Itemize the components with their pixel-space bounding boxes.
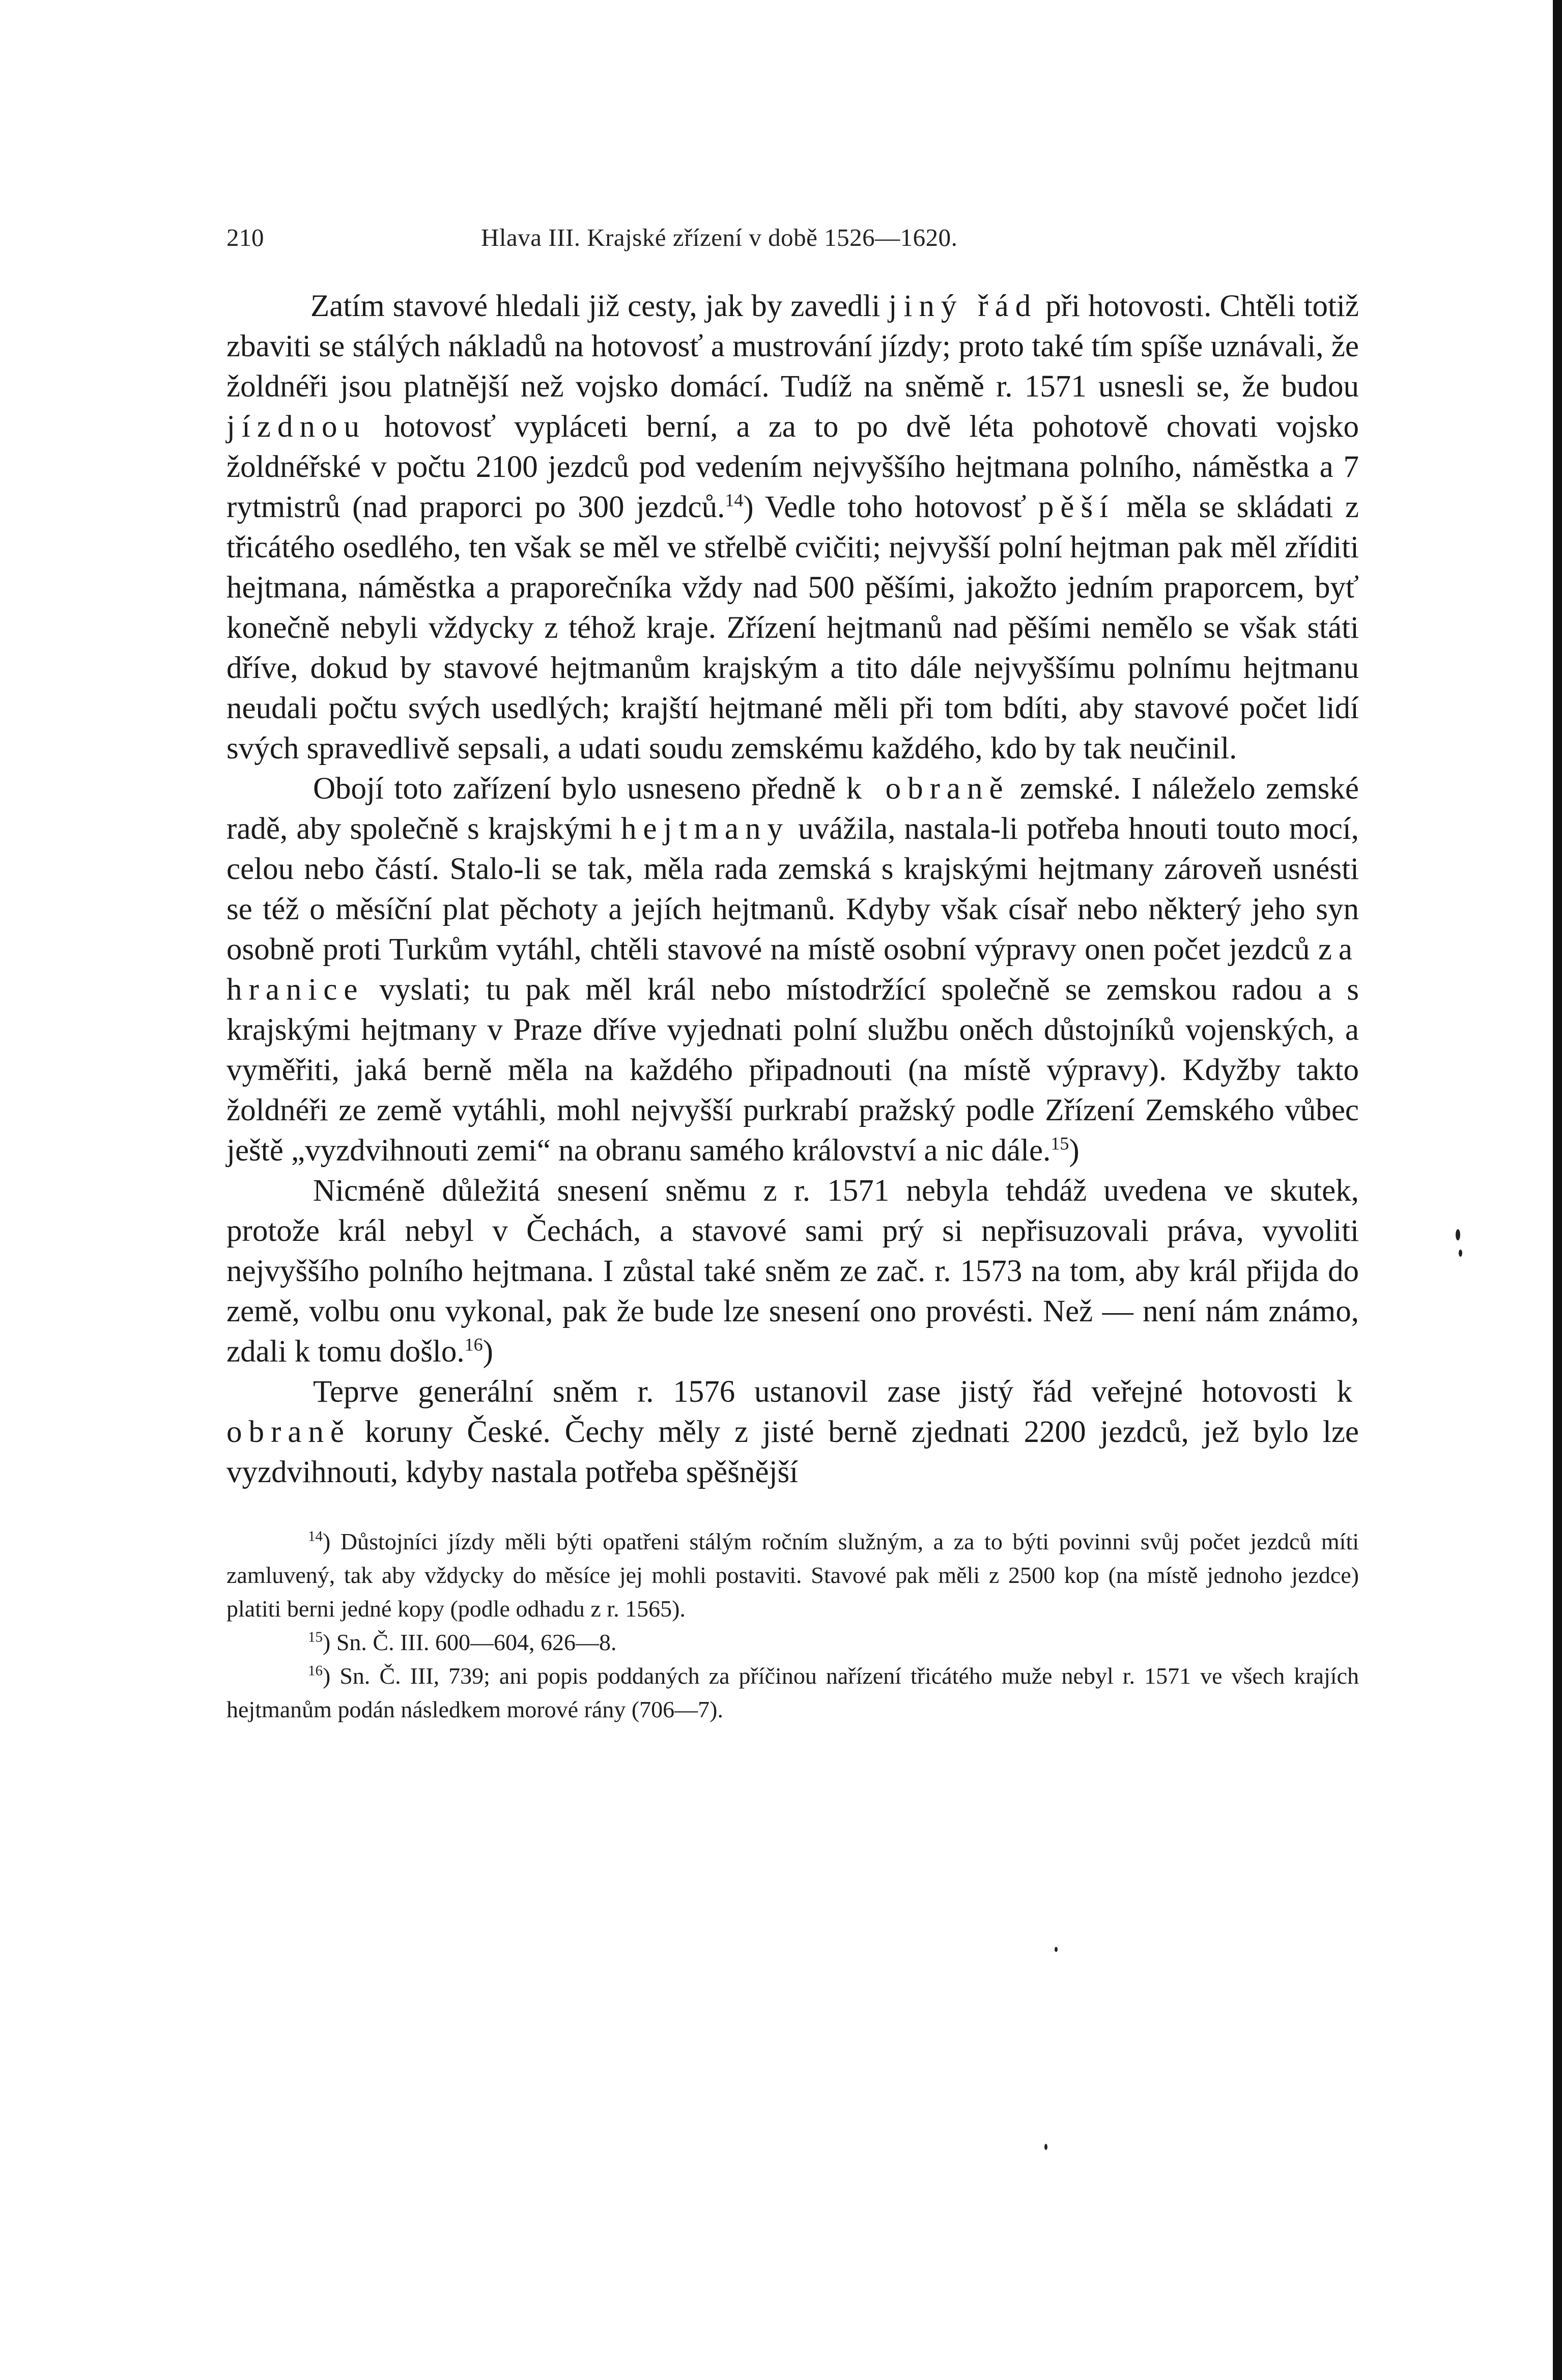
footnote-text: ) Sn. Č. III. 600—604, 626—8.: [323, 1629, 617, 1655]
footnote-number: 16: [308, 1662, 323, 1679]
chapter-title: Hlava III. Krajské zřízení v době 1526—1620.: [481, 223, 958, 251]
scan-right-edge: [1553, 0, 1562, 2380]
paragraph: [226, 286, 1359, 769]
paragraph: [226, 1372, 1359, 1492]
text-run: měla se skládati z třicátého osedlého, ten však se měl ve střelbě cvičiti; nejvyšší polní hejtman pak měl zříditi hejtmana, náměstka a praporečníka vždy nad 500 pěšími, jakožto jedním praporcem, byť konečně nebyli vždycky z téhož kraje. Zřízení hejtmanů nad pěšími nemělo se však státi dříve, dokud by stavové hejtmanům krajským a tito dále nejvyššímu polnímu hejtmanu neudali počtu svých usedlých; krajští hejtmané měli při tom bdíti, aby stavové počet lidí svých spravedlivě sepsali, a udati soudu zemskému každého, kdo by tak neučinil.: [226, 490, 1359, 766]
emphasized-text: za hranice: [226, 932, 1359, 1007]
text-run: Nicméně důležitá snesení sněmu z r. 1571 nebyla tehdáž uvedena ve skutek, protože král nebyl v Čechách, a stavové sami prý si nepřisuzovali práva, vyvoliti nejvyššího polního hejtmana. I zůstal také sněm ze zač. r. 1573 na tom, aby král přijda do země, volbu onu vykonal, pak že bude lze snesení ono provésti. Než — není nám známo, zdali k tomu došlo.: [226, 1174, 1359, 1369]
emphasized-text: jiný řád: [888, 289, 1038, 323]
scan-speck: [1456, 1229, 1460, 1240]
footnote-text: ) Sn. Č. III, 739; ani popis poddaných za příčinou nařízení třicátého muže nebyl r. 1571 ve všech krajích hejtmanům podán následkem morové rány (706—7).: [226, 1663, 1359, 1722]
footnote-reference: 16: [464, 1334, 483, 1355]
footnote-reference: 14: [725, 490, 744, 511]
footnote-reference: 15: [1050, 1133, 1069, 1154]
text-run: hotovosť vypláceti berní, a za to po dvě léta pohotově chovati vojsko žoldnéřské v počtu 2100 jezdců pod vedením nejvyššího hejtmana polního, náměstka a 7 rytmistrů (nad praporci po 300 jezdců.: [226, 410, 1359, 524]
page-number: 210: [226, 223, 264, 251]
running-head: [226, 214, 1359, 254]
text-run: ): [482, 1335, 493, 1369]
scan-speck: [1044, 2144, 1047, 2150]
emphasized-text: k obraně: [226, 1375, 1359, 1449]
text-run: ) Vedle toho hotovosť: [743, 490, 1038, 524]
footnotes: [226, 1525, 1359, 1726]
scan-speck: [1055, 1947, 1058, 1952]
text-run: koruny České. Čechy měly z jisté berně zjednati 2200 jezdců, jež bylo lze vyzdvihnouti, kdyby nastala potřeba spěšnější: [226, 1415, 1359, 1489]
paragraph: [226, 769, 1359, 1171]
emphasized-text: hejtmany: [620, 812, 789, 846]
text-run: při hotovosti. Chtěli totiž zbaviti se stálých nákladů na hotovosť a mustrování jízdy; proto také tím spíše uznávali, že žoldnéři jsou platnější než vojsko domácí. Tudíž na sněmě r. 1571 usnesli se, že budou: [226, 289, 1359, 404]
footnote-number: 15: [308, 1629, 323, 1646]
text-run: zemské. I náleželo zemské radě, aby společně s krajskými: [226, 772, 1359, 846]
body-text: [226, 286, 1359, 1492]
footnote-number: 14: [308, 1528, 323, 1545]
emphasized-text: jízdnou: [226, 410, 366, 444]
book-page: [226, 214, 1359, 1726]
text-run: Zatím stavové hledali již cesty, jak by zavedli: [310, 289, 889, 323]
footnote: [226, 1525, 1359, 1626]
text-run: Obojí toto zařízení bylo usneseno předně: [313, 772, 846, 806]
emphasized-text: k obraně: [846, 772, 1010, 806]
text-run: vyslati; tu pak měl král nebo místodržící společně se zemskou radou a s krajskými hejtmany v Praze dříve vyjednati polní službu oněch důstojníků vojenských, a vyměřiti, jaká berně měla na každého připadnouti (na místě výpravy). Kdyžby takto žoldnéři ze země vytáhli, mohl nejvyšší purkrabí pražský podle Zřízení Zemského vůbec ještě „vyzdvihnouti zemi“ na obranu samého království a nic dále.: [226, 973, 1359, 1168]
emphasized-text: pěší: [1038, 490, 1115, 524]
footnote: [226, 1659, 1359, 1726]
text-run: uvážila, nastala-li potřeba hnouti touto mocí, celou nebo částí. Stalo-li se tak, měla rada zemská s krajskými hejtmany zároveň usnésti se též o měsíční plat pěchoty a jejích hejtmanů. Kdyby však císař nebo některý jeho syn osobně proti Turkům vytáhl, chtěli stavové na místě osobní výpravy onen počet jezdců: [226, 812, 1359, 967]
footnote-text: ) Důstojníci jízdy měli býti opatřeni stálým ročním služným, a za to býti povinni svůj počet jezdců míti zamluvený, tak aby vždycky do měsíce jej mohli postaviti. Stavové pak měli z 2500 kop (na místě jednoho jezdce) platiti berni jedné kopy (podle odhadu z r. 1565).: [226, 1528, 1359, 1622]
footnote: [226, 1626, 1359, 1659]
text-run: Teprve generální sněm r. 1576 ustanovil zase jistý řád veřejné hotovosti: [313, 1375, 1337, 1409]
scan-speck: [1459, 1250, 1462, 1257]
text-run: ): [1069, 1134, 1080, 1168]
paragraph: [226, 1171, 1359, 1372]
